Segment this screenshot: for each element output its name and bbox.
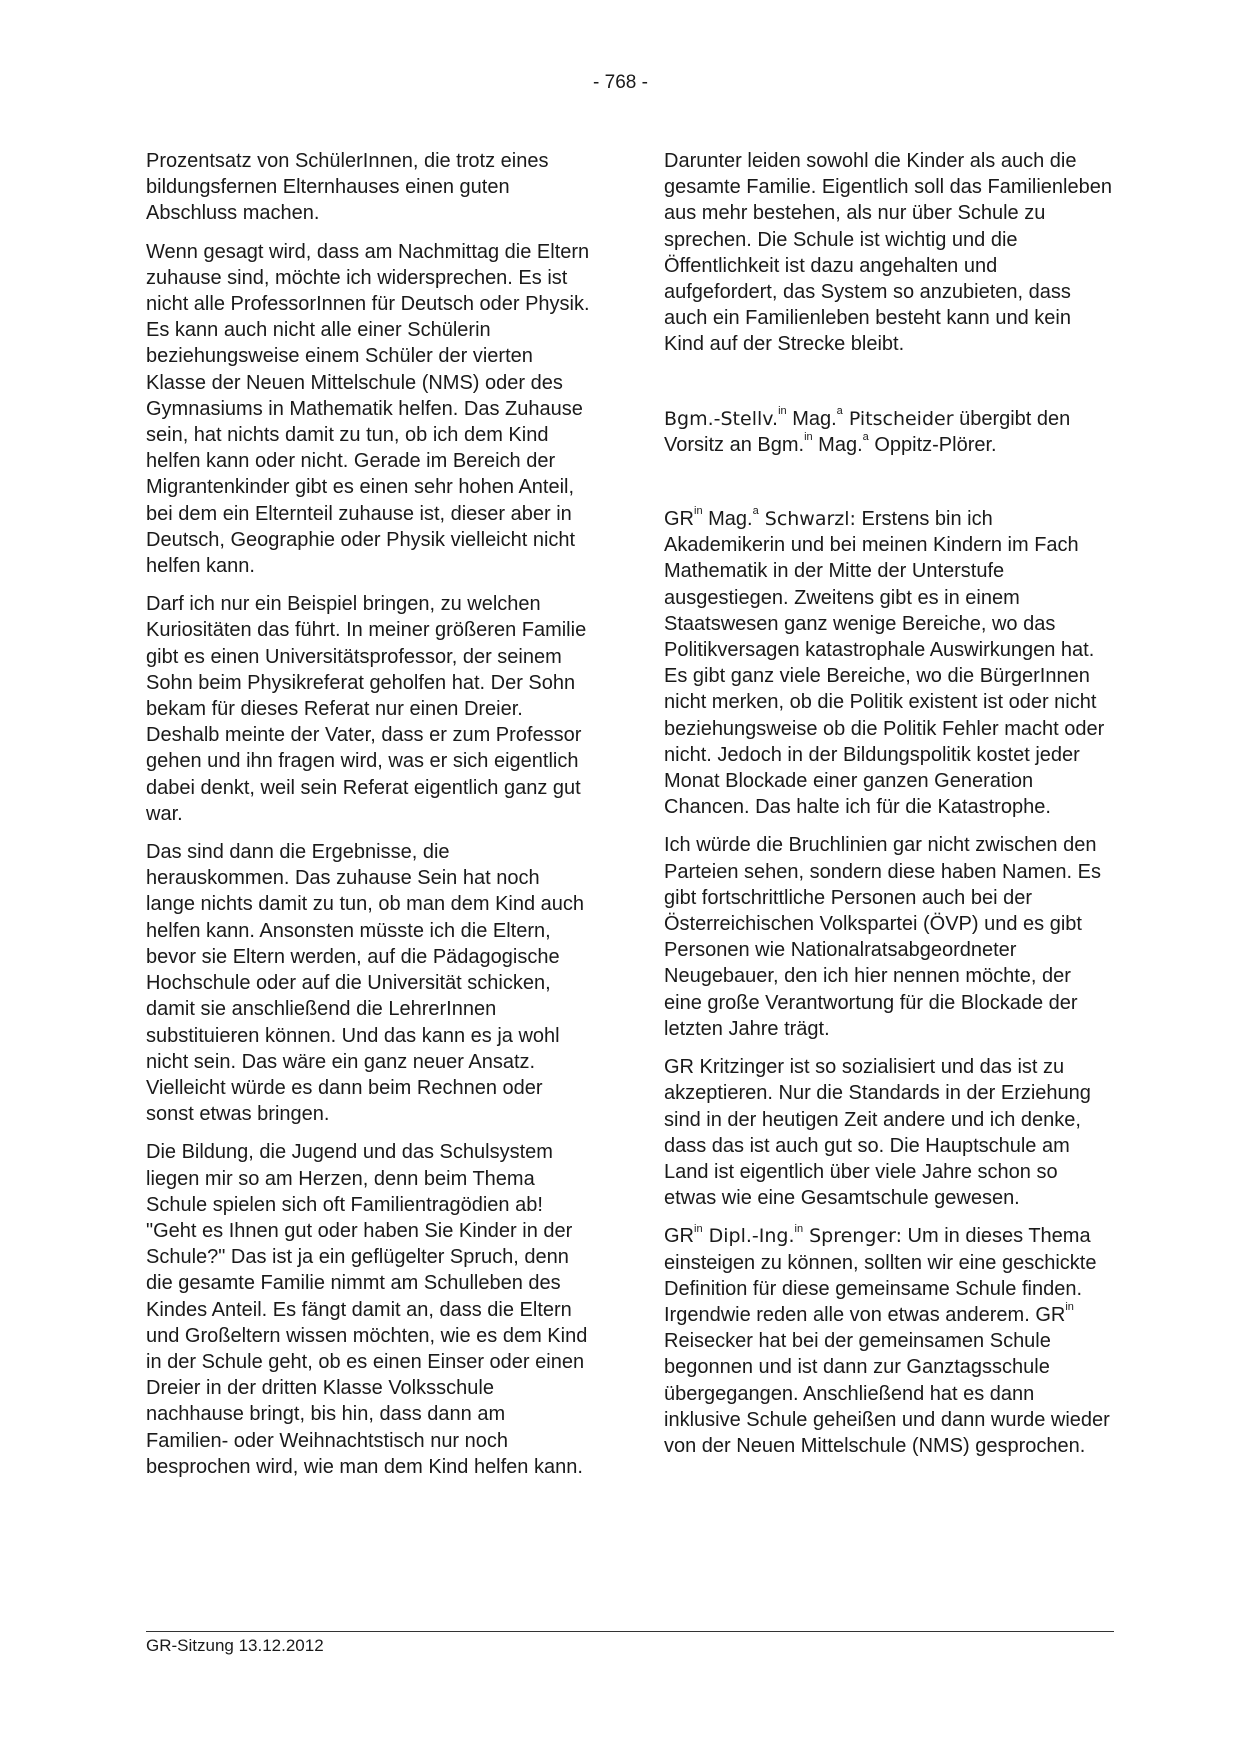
text-run: Mag. (812, 433, 863, 456)
superscript: a (862, 431, 869, 444)
speech-schwarzl (664, 506, 1114, 820)
right-column (664, 148, 1114, 1471)
superscript: in (694, 1222, 703, 1235)
speaker-name: Sprenger: (803, 1225, 902, 1248)
left-column (146, 148, 591, 1492)
speaker-title: GR (664, 1225, 694, 1248)
paragraph: Darf ich nur ein Beispiel bringen, zu welchen Kuriositäten das führt. In meiner größeren Familie gibt es einen Universitätsprofessor, der seinem Sohn beim Physikreferat geholfen hat. Der Sohn bekam für dieses Referat nur einen Dreier. Deshalb meinte der Vater, dass er zum Professor gehen und ihn fragen wird, was er sich eigentlich dabei denkt, weil sein Referat eigentlich ganz gut war. (146, 593, 587, 825)
paragraph: Die Bildung, die Jugend und das Schulsystem liegen mir so am Herzen, denn beim Thema Schule spielen sich oft Familientragödien ab! "Geht es Ihnen gut oder haben Sie Kinder in der Schule?" Das ist ja ein geflügelter Spruch, denn die gesamte Familie nimmt am Schulleben des Kindes Anteil. Es fängt damit an, dass die Eltern und Großeltern wissen möchten, wie es dem Kind in der Schule geht, ob es einen Einser oder einen Dreier in der dritten Klasse Volksschule nachhause bringt, bis hin, dass dann am Familien- oder Weihnachtstisch nur noch besprochen wird, wie man dem Kind helfen kann. (146, 1141, 588, 1478)
text-run: Um in dieses Thema einsteigen zu können, sollten wir eine geschickte Definition für diese gemeinsame Schule finden. Irgendwie reden alle von etwas anderem. GR (664, 1225, 1097, 1326)
chair-handover-note (664, 406, 1114, 458)
paragraph: Ich würde die Bruchlinien gar nicht zwischen den Parteien sehen, sondern diese haben Namen. Es gibt fortschrittliche Personen auch bei der Österreichischen Volkspartei (ÖVP) und es gibt Personen wie Nationalratsabgeordneter Neugebauer, den ich hier nennen möchte, der eine große Verantwortung für die Blockade der letzten Jahre trägt. (664, 834, 1101, 1040)
footer-divider (146, 1631, 1114, 1632)
text-run: Oppitz-Plörer. (868, 433, 997, 456)
superscript: in (778, 404, 787, 417)
text-run: Mag. (786, 407, 837, 430)
speaker-title: Dipl.-Ing. (702, 1225, 795, 1248)
superscript: in (1065, 1301, 1074, 1314)
speaker-name: Pitscheider (842, 407, 954, 430)
superscript: a (836, 404, 843, 417)
paragraph: Das sind dann die Ergebnisse, die herauskommen. Das zuhause Sein hat noch lange nichts damit zu tun, ob man dem Kind auch helfen kann. Ansonsten müsste ich die Eltern, bevor sie Eltern werden, auf die Pädagogische Hochschule oder auf die Universität schicken, damit sie anschließend die LehrerInnen substituieren können. Und das kann es ja wohl nicht sein. Das wäre ein ganz neuer Ansatz. Vielleicht würde es dann beim Rechnen oder sonst etwas bringen. (146, 841, 585, 1126)
speaker-name: Schwarzl: (758, 508, 856, 531)
paragraph: GR Kritzinger ist so sozialisiert und das ist zu akzeptieren. Nur die Standards in der Erziehung sind in der heutigen Zeit andere und ich denke, dass das ist auch gut so. Die Hauptschule am Land ist eigentlich über viele Jahre schon so etwas wie eine Gesamtschule gewesen. (664, 1056, 1091, 1210)
paragraph: Darunter leiden sowohl die Kinder als auch die gesamte Familie. Eigentlich soll das Familienleben aus mehr bestehen, als nur über Schule zu sprechen. Die Schule ist wichtig und die Öffentlichkeit ist dazu angehalten und aufgefordert, das System so anzubieten, dass auch ein Familienleben besteht kann und kein Kind auf der Strecke bleibt. (664, 150, 1112, 356)
superscript: in (804, 431, 813, 444)
paragraph: Prozentsatz von SchülerInnen, die trotz eines bildungsfernen Elternhauses einen guten Abschluss machen. (146, 150, 549, 225)
superscript: in (794, 1222, 804, 1235)
superscript: a (752, 505, 759, 518)
text-run: Erstens bin ich Akademikerin und bei meinen Kindern im Fach Mathematik in der Mitte der Unterstufe ausgestiegen. Zweitens gibt es in einem Staatswesen ganz wenige Bereiche, wo das Politikversagen katastrophale Auswirkungen hat. Es gibt ganz viele Bereiche, wo die BürgerInnen nicht merken, ob die Politik existent ist oder nicht beziehungsweise ob die Politik Fehler macht oder nicht. Jedoch in der Bildungspolitik kostet jeder Monat Blockade einer ganzen Generation Chancen. Das halte ich für die Katastrophe. (664, 508, 1105, 819)
speech-sprenger (664, 1223, 1114, 1459)
superscript: in (694, 505, 703, 518)
text-run: Mag. (702, 508, 753, 531)
text-run: Reisecker hat bei der gemeinsamen Schule begonnen und ist dann zur Ganztagsschule übergegangen. Anschließend hat es dann inklusive Schule geheißen und dann wurde wieder von der Neuen Mittelschule (NMS) gesprochen. (664, 1330, 1110, 1457)
footer-session-date: GR-Sitzung 13.12.2012 (146, 1636, 324, 1655)
text-run: übergibt den Vorsitz an Bgm. (664, 407, 1071, 456)
page-number: - 768 - (593, 72, 648, 93)
speaker-title: GR (664, 508, 694, 531)
speaker-title: Bgm.-Stellv. (664, 407, 779, 430)
paragraph: Wenn gesagt wird, dass am Nachmittag die Eltern zuhause sind, möchte ich widersprechen. Es ist nicht alle ProfessorInnen für Deutsch oder Physik. Es kann auch nicht alle einer Schülerin beziehungsweise einem Schüler der vierten Klasse der Neuen Mittelschule (NMS) oder des Gymnasiums in Mathematik helfen. Das Zuhause sein, hat nichts damit zu tun, ob ich dem Kind helfen kann oder nicht. Gerade im Bereich der Migrantenkinder gibt es einen sehr hohen Anteil, bei dem ein Elternteil zuhause ist, dieser aber in Deutsch, Geographie oder Physik vielleicht nicht helfen kann. (146, 240, 590, 578)
